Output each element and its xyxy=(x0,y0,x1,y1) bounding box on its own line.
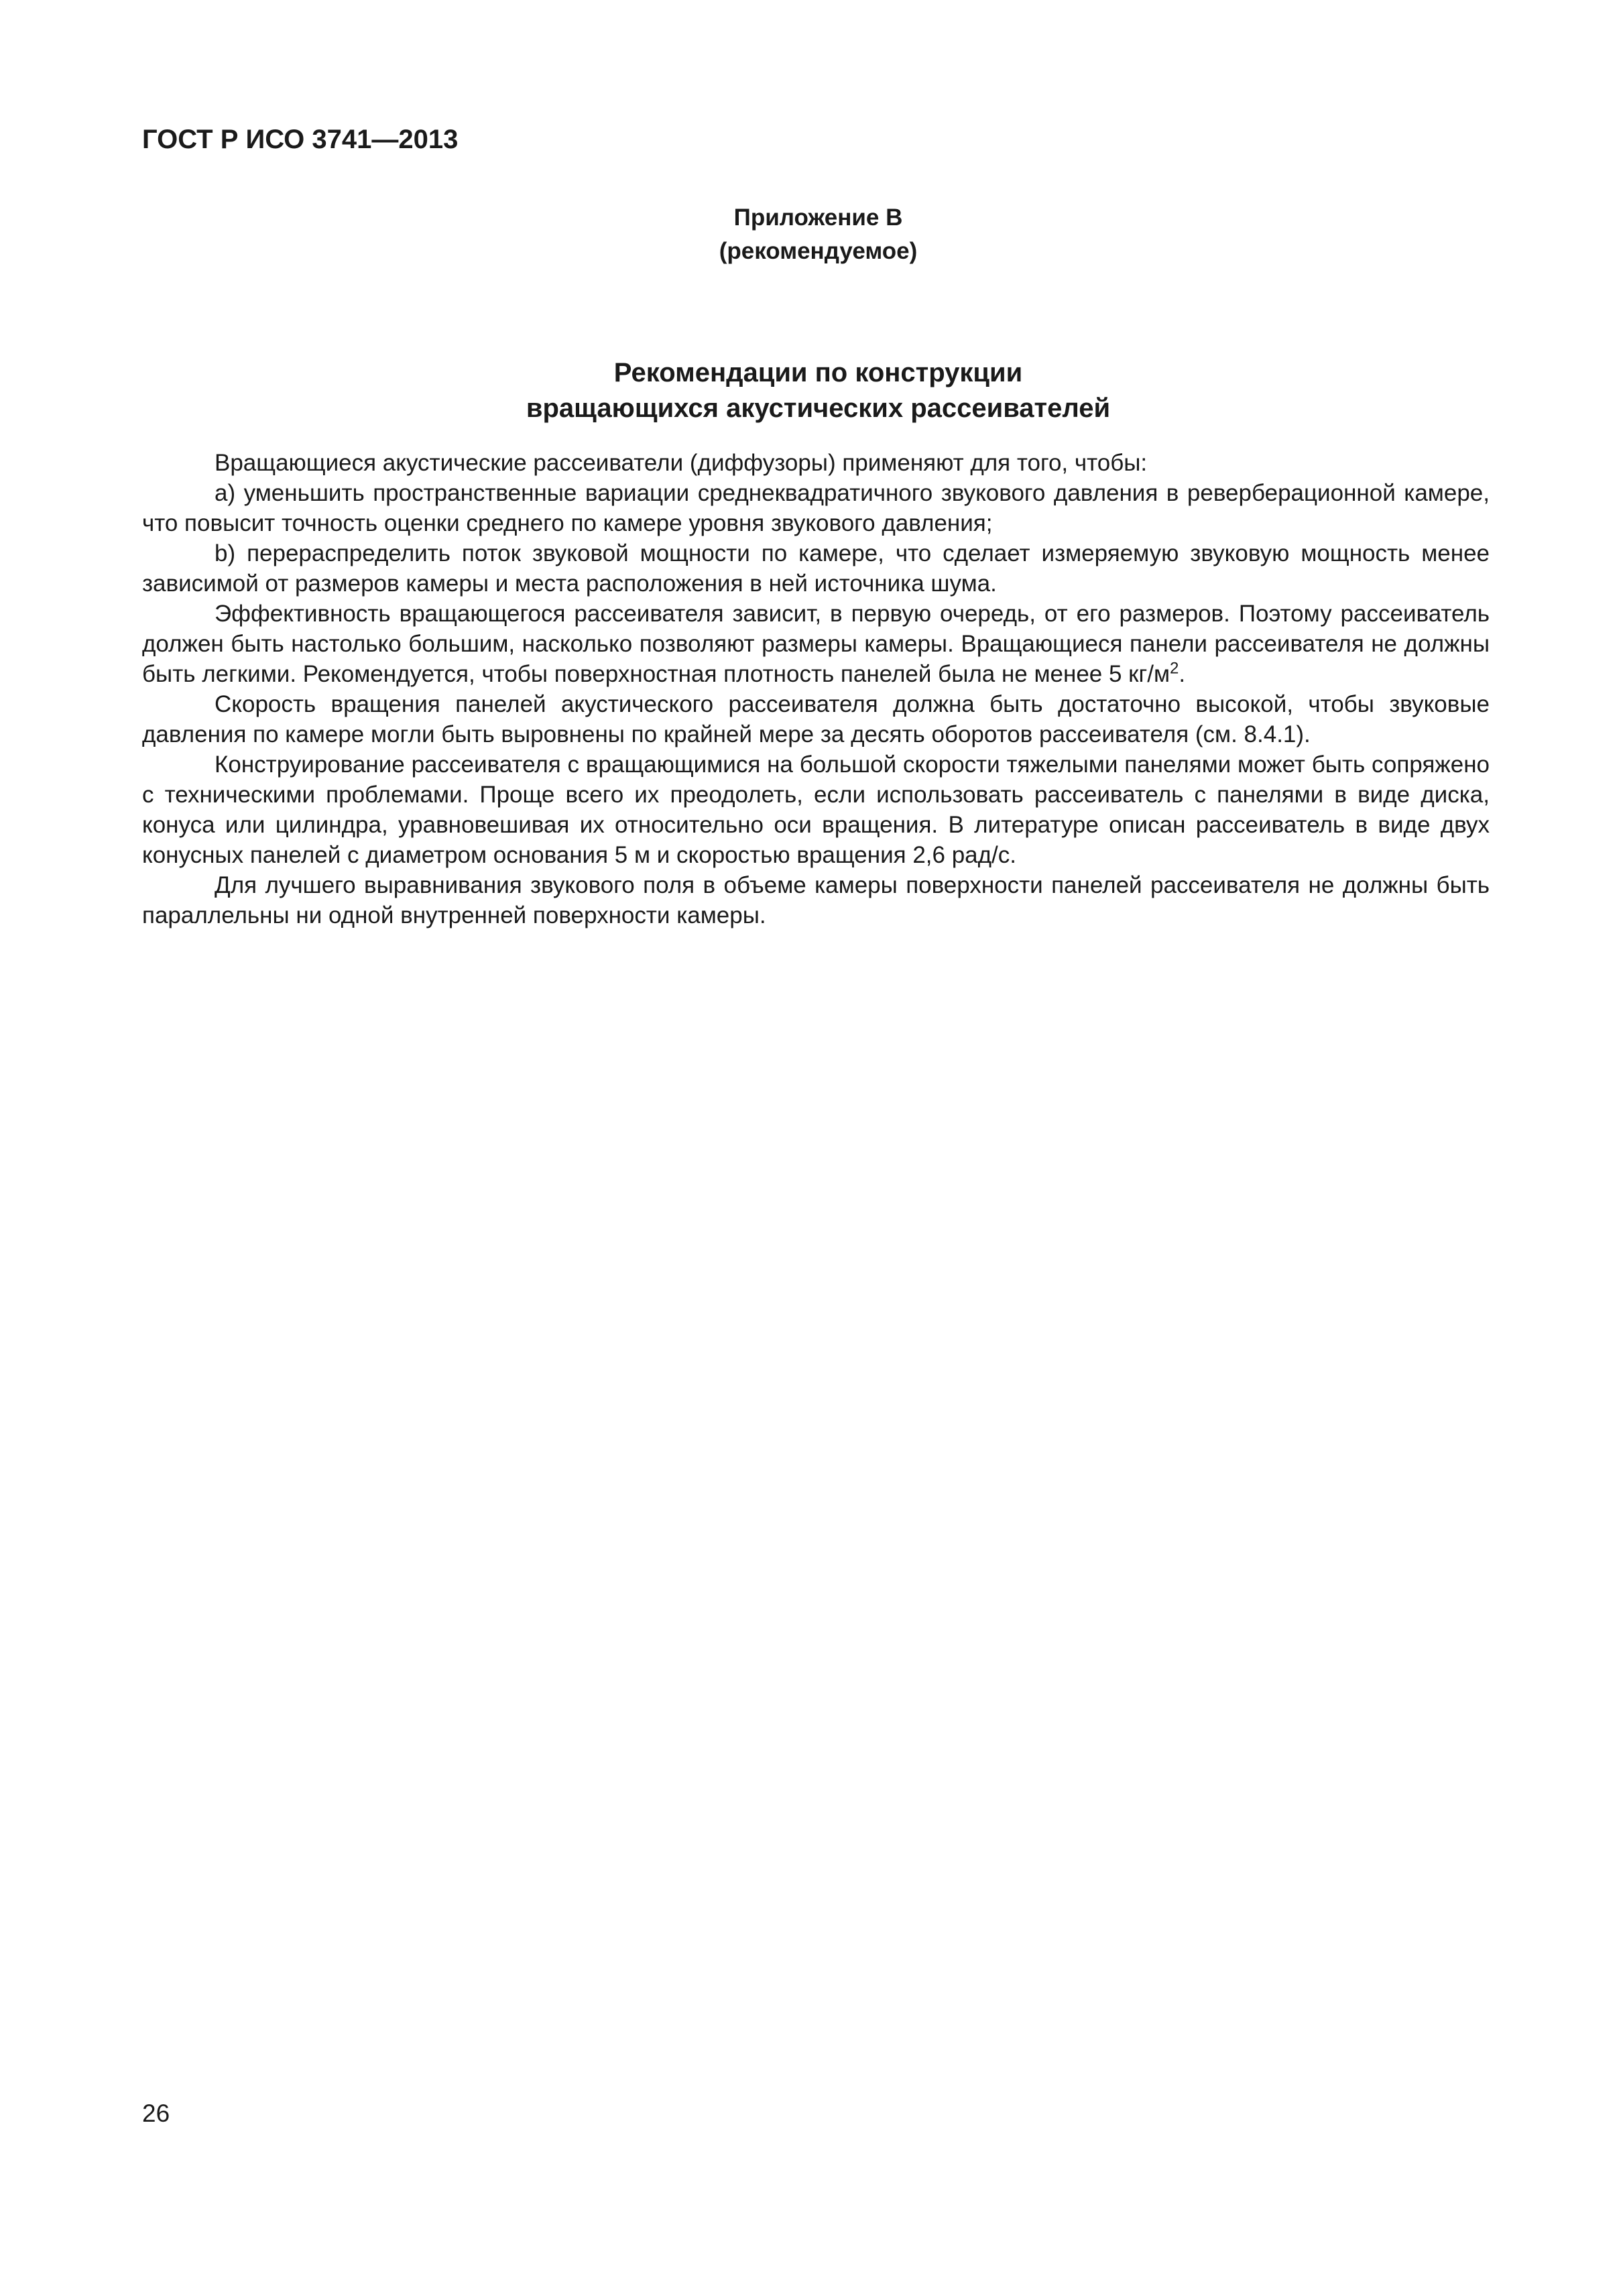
unit-superscript: 2 xyxy=(1170,659,1179,678)
paragraph-construction: Конструирование рассеивателя с вращающимися на большой скорости тяжелыми панелями может быть сопряжено с техническими проблемами. Проще всего их преодолеть, если использовать рассеиватель с панелями в виде диска, конуса или цилиндра, уравновешивая их относительно оси вращения. В литературе описан рассеиватель в виде двух конусных панелей с диаметром основания 5 м и скоростью вращения 2,6 рад/с. xyxy=(142,751,1490,868)
appendix-heading xyxy=(0,201,1623,268)
section-title-line-1: Рекомендации по конструкции xyxy=(613,358,1023,387)
paragraph-effectiveness xyxy=(142,599,1490,689)
page-number: 26 xyxy=(142,2100,170,2127)
paragraph-rotation-speed: Скорость вращения панелей акустического рассеивателя должна быть достаточно высокой, чтобы звуковые давления по камере могли быть выровнены по крайней мере за десять оборотов рассеивателя (см. 8.4.1). xyxy=(142,691,1490,747)
paragraph-intro: Вращающиеся акустические рассеиватели (диффузоры) применяют для того, чтобы: xyxy=(215,450,1148,476)
section-title xyxy=(0,355,1623,426)
appendix-label: Приложение В xyxy=(733,204,903,231)
paragraph-item-b: b) перераспределить поток звуковой мощности по камере, что сделает измеряемую звуковую мощность менее зависимой от размеров камеры и места расположения в ней источника шума. xyxy=(142,540,1490,597)
paragraph-effectiveness-text: Эффективность вращающегося рассеивателя зависит, в первую очередь, от его размеров. Поэтому рассеиватель должен быть настолько большим, насколько позволяют размеры камеры. Вращающиеся панели рассеивателя не должны быть легкими. Рекомендуется, чтобы поверхностная плотность панелей была не менее 5 кг/м xyxy=(142,601,1490,687)
body-text xyxy=(142,448,1490,930)
paragraph-alignment: Для лучшего выравнивания звукового поля в объеме камеры поверхности панелей рассеивателя не должны быть параллельны ни одной внутренней поверхности камеры. xyxy=(142,872,1490,928)
section-title-line-2: вращающихся акустических рассеивателей xyxy=(526,394,1111,423)
appendix-status: (рекомендуемое) xyxy=(719,238,918,264)
paragraph-item-a: а) уменьшить пространственные вариации среднеквадратичного звукового давления в реверберационной камере, что повысит точность оценки среднего по камере уровня звукового давления; xyxy=(142,480,1490,536)
sentence-end: . xyxy=(1179,661,1186,687)
document-id-header: ГОСТ Р ИСО 3741—2013 xyxy=(142,125,459,154)
